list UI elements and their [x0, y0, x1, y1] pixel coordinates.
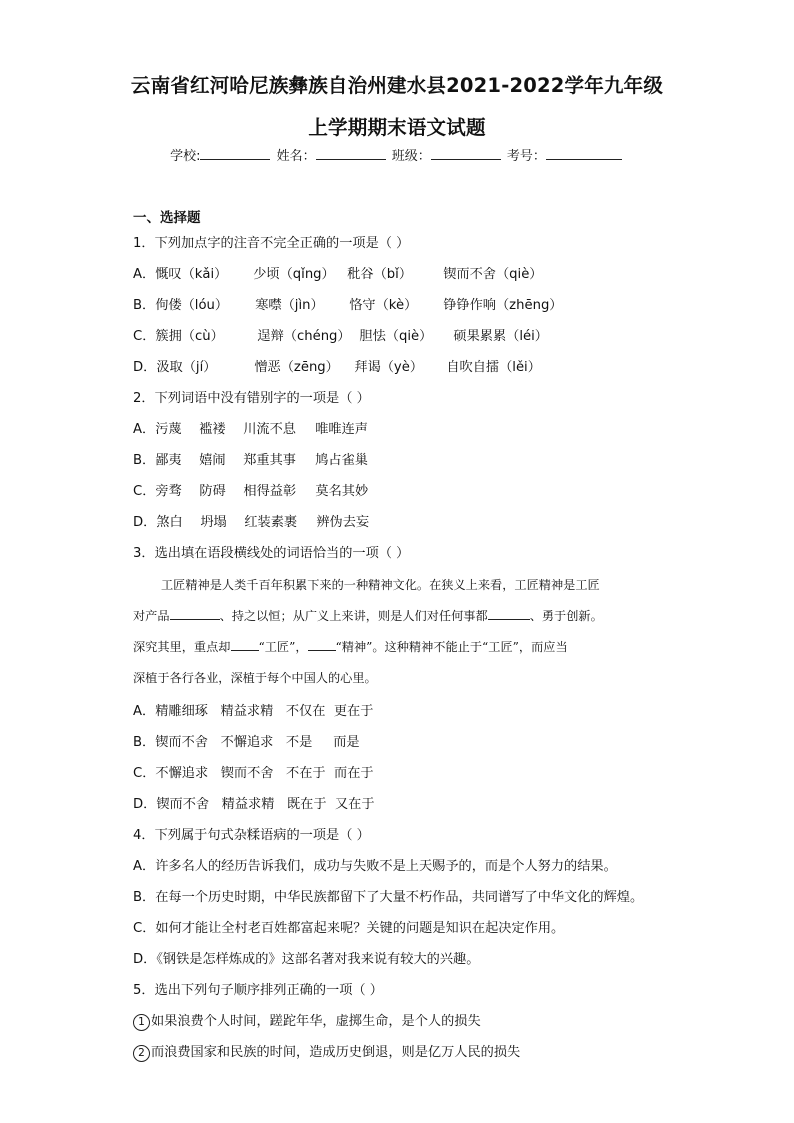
passage-blank[interactable]	[488, 607, 530, 620]
term: 憎恶（zēng）	[254, 360, 339, 375]
term: 嬉闹	[199, 453, 226, 468]
school-blank[interactable]	[200, 147, 270, 160]
q1-option-b[interactable]	[133, 297, 563, 315]
option-text: 如何才能让全村老百姓都富起来呢？关键的问题是知识在起决定作用。	[155, 921, 565, 936]
term: 污蔑	[155, 422, 182, 437]
q3-option-c[interactable]	[133, 765, 374, 783]
q3-passage-line4: 深植于各行各业，深植于每个中国人的心里。	[133, 671, 377, 685]
passage-text: “精神”。这种精神不能止于“工匠”，而应当	[335, 640, 568, 654]
q3-option-a[interactable]	[133, 703, 373, 721]
term: 自吹自擂（lěi）	[446, 360, 541, 375]
option-label: C．	[133, 329, 156, 344]
term: 拜谒（yè）	[354, 360, 424, 375]
option-text: 精雕细琢 精益求精 不仅在 更在于	[155, 704, 374, 719]
passage-text: 、持之以恒；从广义上来讲，则是人们对任何事都	[219, 609, 488, 623]
exam-number-blank[interactable]	[546, 147, 622, 160]
option-text: 锲而不舍 精益求精 既在于 又在于	[156, 797, 375, 812]
q1-option-c[interactable]	[133, 328, 548, 346]
term: 褴褛	[199, 422, 226, 437]
option-label: C．	[133, 766, 156, 781]
section-heading: 一、选择题	[133, 210, 201, 226]
passage-text: 、勇于创新。	[529, 609, 603, 623]
option-text: 在每一个历史时期，中华民族都留下了大量不朽作品，共同谱写了中华文化的辉煌。	[155, 890, 644, 905]
option-label: A．	[133, 422, 156, 437]
option-label: C．	[133, 921, 156, 936]
option-label: D．	[133, 515, 157, 530]
term: 莫名其妙	[315, 484, 369, 499]
q4-stem: 4．下列属于句式杂糅语病的一项是（ ）	[133, 828, 370, 843]
circled-number: 1	[133, 1014, 150, 1031]
q5-item-1	[133, 1013, 481, 1031]
option-label: C．	[133, 484, 156, 499]
term: 辨伪去妄	[316, 515, 370, 530]
term: 郑重其事	[243, 453, 296, 468]
term: 佝偻（lóu）	[155, 298, 229, 313]
q2-option-c[interactable]	[133, 483, 368, 501]
option-label: B．	[133, 453, 156, 468]
option-label: B．	[133, 735, 156, 750]
term: 坍塌	[200, 515, 227, 530]
q5-stem: 5．选出下列句子顺序排列正确的一项（ ）	[133, 983, 383, 998]
student-info-row	[0, 145, 794, 164]
passage-blank[interactable]	[231, 638, 259, 651]
passage-blank[interactable]	[308, 638, 336, 651]
term: 恪守（kè）	[349, 298, 418, 313]
term: 锲而不舍（qiè）	[443, 267, 543, 282]
term: 秕谷（bǐ）	[347, 267, 413, 282]
exam-number-label: 考号：	[506, 149, 546, 164]
exam-title-line1: 云南省红河哈尼族彝族自治州建水县2021-2022学年九年级	[130, 74, 664, 97]
class-label: 班级：	[391, 149, 431, 164]
name-blank[interactable]	[316, 147, 386, 160]
item-text: 如果浪费个人时间，蹉跎年华，虚掷生命，是个人的损失	[151, 1014, 481, 1029]
term: 红装素裹	[244, 515, 298, 530]
item-text: 而浪费国家和民族的时间，造成历史倒退，则是亿万人民的损失	[151, 1045, 521, 1060]
term: 汲取（jí）	[156, 360, 217, 375]
q5-item-2	[133, 1044, 520, 1062]
option-label: D．	[133, 952, 157, 967]
option-label: A．	[133, 704, 156, 719]
q4-option-d[interactable]	[133, 951, 479, 969]
term: 川流不息	[243, 422, 296, 437]
term: 防碍	[199, 484, 226, 499]
q3-stem: 3．选出填在语段横线处的词语恰当的一项（ ）	[133, 546, 410, 561]
option-text: 《钢铁是怎样炼成的》这部名著对我来说有较大的兴趣。	[156, 952, 480, 967]
term: 逞辩（chéng）	[257, 329, 351, 344]
term: 煞白	[156, 515, 183, 530]
option-text: 许多名人的经历告诉我们，成功与失败不是上天赐予的，而是个人努力的结果。	[155, 859, 617, 874]
q4-option-c[interactable]	[133, 920, 564, 938]
term: 鄙夷	[155, 453, 182, 468]
q2-option-a[interactable]	[133, 421, 368, 439]
q3-option-d[interactable]	[133, 796, 375, 814]
term: 唯唯连声	[315, 422, 368, 437]
term: 胆怯（qiè）	[359, 329, 433, 344]
school-label: 学校:	[170, 149, 201, 164]
option-label: B．	[133, 298, 156, 313]
q1-option-d[interactable]	[133, 359, 541, 377]
term: 旁骛	[155, 484, 182, 499]
option-label: D．	[133, 360, 157, 375]
name-label: 姓名：	[276, 149, 316, 164]
q3-passage-line3	[133, 638, 673, 656]
q2-stem: 2．下列词语中没有错别字的一项是（ ）	[133, 391, 370, 406]
term: 簇拥（cù）	[155, 329, 224, 344]
option-label: A．	[133, 267, 156, 282]
exam-title-line2: 上学期期末语文试题	[308, 116, 486, 139]
term: 铮铮作响（zhēng）	[443, 298, 563, 313]
option-text: 锲而不舍 不懈追求 不是 而是	[155, 735, 360, 750]
option-text: 不懈追求 锲而不舍 不在于 而在于	[155, 766, 374, 781]
term: 寒噤（jìn）	[255, 298, 324, 313]
class-blank[interactable]	[431, 147, 501, 160]
term: 相得益彰	[243, 484, 297, 499]
q3-passage-line2	[133, 607, 673, 625]
q2-option-b[interactable]	[133, 452, 368, 470]
q1-stem: 1．下列加点字的注音不完全正确的一项是（ ）	[133, 236, 410, 251]
term: 慨叹（kǎi）	[155, 267, 228, 282]
term: 鸠占雀巢	[315, 453, 368, 468]
passage-blank[interactable]	[170, 607, 220, 620]
passage-text: 深究其里，重点却	[133, 640, 231, 654]
q1-option-a[interactable]	[133, 266, 543, 284]
option-label: D．	[133, 797, 157, 812]
passage-text: “工匠”，	[258, 640, 308, 654]
circled-number: 2	[133, 1045, 150, 1062]
q3-passage-line1: 工匠精神是人类千百年积累下来的一种精神文化。在狭义上来看，工匠精神是工匠	[161, 578, 600, 592]
q4-option-a[interactable]	[133, 858, 617, 876]
term: 少顷（qǐng）	[253, 267, 335, 282]
term: 硕果累累（léi）	[453, 329, 548, 344]
q3-option-b[interactable]	[133, 734, 360, 752]
passage-text: 对产品	[133, 609, 170, 623]
q4-option-b[interactable]	[133, 889, 643, 907]
option-label: A．	[133, 859, 156, 874]
option-label: B．	[133, 890, 156, 905]
q2-option-d[interactable]	[133, 514, 369, 532]
